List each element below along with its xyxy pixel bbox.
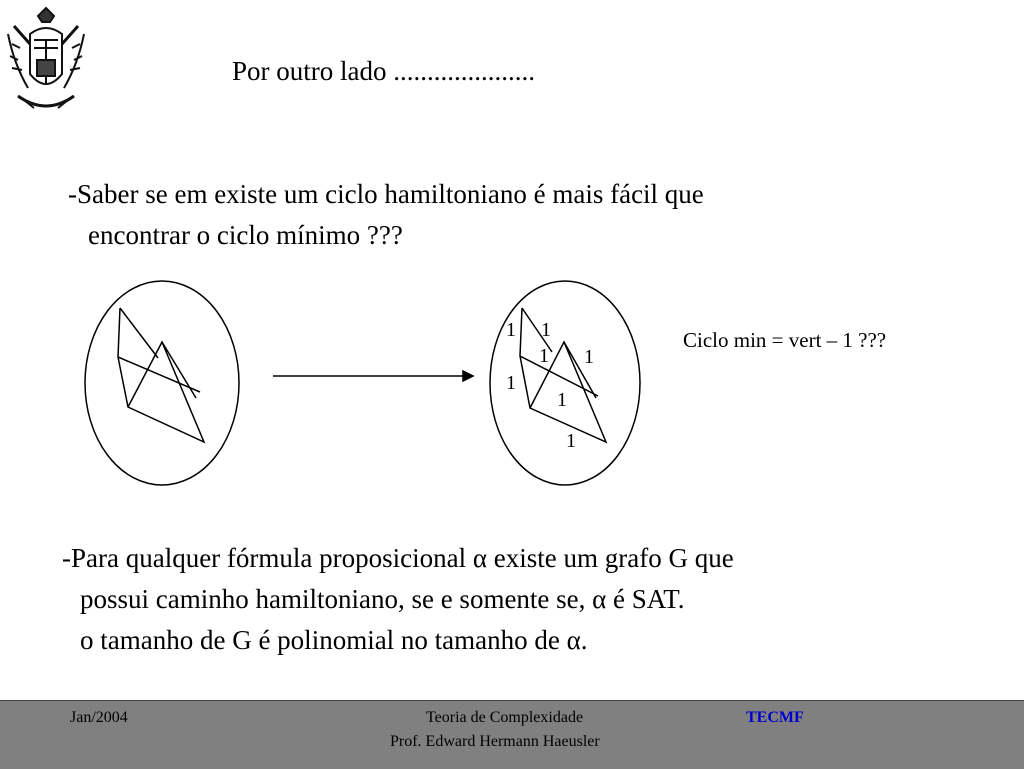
footer-course: Teoria de Complexidade (426, 709, 584, 726)
slide-footer (0, 700, 1024, 769)
edge-weight-label: 1 (541, 319, 551, 341)
edge-weight-label: 1 (506, 319, 516, 341)
cycle-note: Ciclo min = vert – 1 ??? (683, 328, 887, 352)
graph-transformation-diagram (0, 270, 1024, 500)
paragraph-line: -Saber se em existe um ciclo hamiltoniano é mais fácil que (68, 179, 704, 209)
edge-weight-label: 1 (506, 372, 516, 394)
left-graph-edges (118, 308, 204, 442)
footer-professor: Prof. Edward Hermann Haeusler (390, 733, 600, 750)
footer-date: Jan/2004 (70, 709, 128, 726)
left-graph-ellipse (85, 281, 239, 485)
edge-weight-label: 1 (557, 389, 567, 411)
slide-title: Por outro lado ..................... (232, 56, 535, 86)
transform-arrow-head (463, 371, 473, 381)
paragraph-line: encontrar o ciclo mínimo ??? (88, 220, 403, 250)
paragraph-line: possui caminho hamiltoniano, se e somente se, α é SAT. (80, 584, 685, 614)
edge-weight-label: 1 (584, 346, 594, 368)
edge-weight-label: 1 (539, 345, 549, 367)
paragraph-hamiltonian-cycle (68, 174, 704, 256)
edge-weight-label: 1 (566, 430, 576, 452)
university-coat-of-arms-icon (4, 4, 88, 120)
paragraph-line: o tamanho de G é polinomial no tamanho de α. (80, 625, 588, 655)
right-graph-edges (520, 308, 606, 442)
paragraph-propositional-formula (62, 538, 734, 661)
footer-brand: TECMF (746, 709, 804, 726)
paragraph-line: -Para qualquer fórmula proposicional α existe um grafo G que (62, 543, 734, 573)
